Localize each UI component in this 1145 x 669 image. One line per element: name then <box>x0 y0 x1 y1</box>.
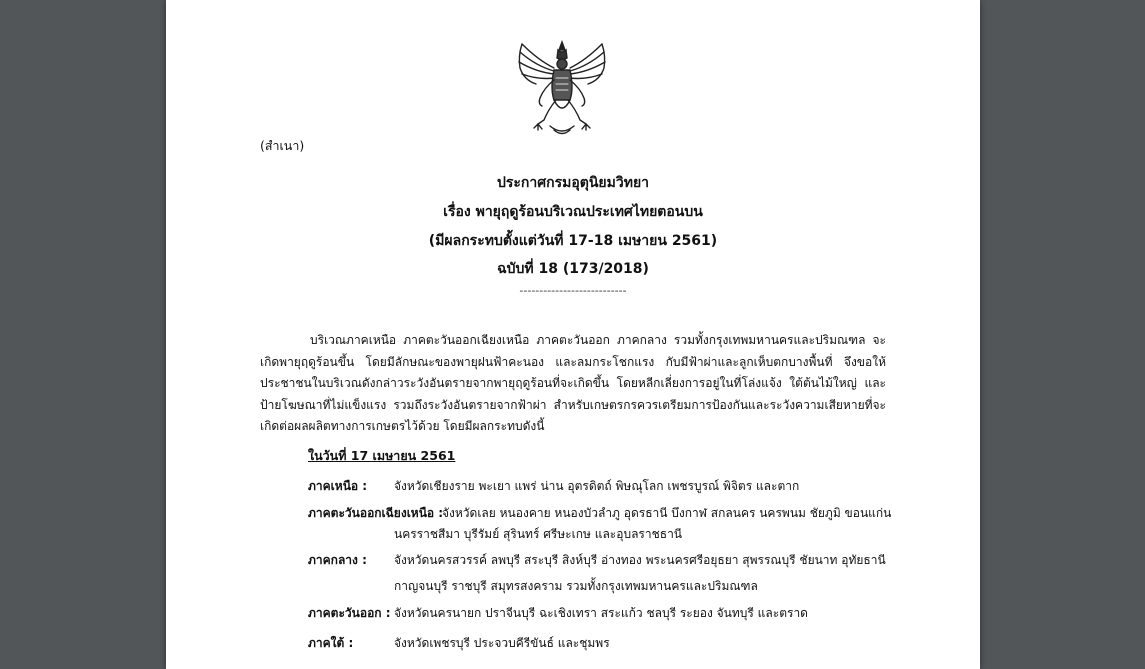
announcement-effective-dates: (มีผลกระทบตั้งแต่วันที่ 17-18 เมษายน 2561) <box>428 233 718 249</box>
region-label: ภาคตะวันออก : <box>308 606 391 620</box>
region-provinces: จังหวัดเชียงราย พะเยา แพร่ น่าน อุตรดิตถ์ พิษณุโลก เพชรบูรณ์ พิจิตร และตาก <box>394 479 800 493</box>
region-central <box>308 550 886 593</box>
region-label: ภาคตะวันออกเฉียงเหนือ : <box>308 506 444 520</box>
garuda-emblem-icon <box>514 38 610 138</box>
region-provinces: จังหวัดเลย หนองคาย หนองบัวลำภู อุดรธานี บึงกาฬ สกลนคร นครพนม ชัยภูมิ ขอนแก่น <box>442 506 892 520</box>
date-heading: ในวันที่ 17 เมษายน 2561 <box>308 448 456 463</box>
announcement-title: ประกาศกรมอุตุนิยมวิทยา <box>496 175 650 191</box>
region-northeast <box>308 503 892 541</box>
region-provinces: กาญจนบุรี ราชบุรี สมุทรสงคราม รวมทั้งกรุงเทพมหานครและปริมณฑล <box>394 579 758 593</box>
title-divider: --------------------------- <box>519 284 627 297</box>
document-page <box>166 0 980 669</box>
region-label: ภาคกลาง : <box>308 553 367 567</box>
announcement-issue-number: ฉบับที่ 18 (173/2018) <box>497 261 649 277</box>
region-provinces: จังหวัดนครสวรรค์ ลพบุรี สระบุรี สิงห์บุรี อ่างทอง พระนครศรีอยุธยา สุพรรณบุรี ชัยนาท อุทัยธานี <box>394 553 886 567</box>
region-east <box>308 603 808 625</box>
announcement-subject: เรื่อง พายุฤดูร้อนบริเวณประเทศไทยตอนบน <box>443 204 703 220</box>
intro-paragraph: บริเวณภาคเหนือ ภาคตะวันออกเฉียงเหนือ ภาคตะวันออก ภาคกลาง รวมทั้งกรุงเทพมหานครและปริมณฑล จะเกิดพายุฤดูร้อนขึ้น โดยมีลักษณะของพายุฝนฟ้าคะนอง และลมกระโชกแรง กับมีฟ้าผ่าและลูกเห็บตกบางพื้นที่ จึงขอให้ประชาชนในบริเวณดังกล่าวระวังอันตรายจากพายุฤดูร้อนที่จะเกิดขึ้น โดยหลีกเลี่ยงการอยู่ในที่โล่งแจ้ง ใต้ต้นไม้ใหญ่ และป้ายโฆษณาที่ไม่แข็งแรง รวมถึงระวังอันตรายจากฟ้าผ่า สำหรับเกษตรกรควรเตรียมการป้องกันและระวังความเสียหายที่จะเกิดต่อผลผลิตทางการเกษตรไว้ด้วย โดยมีผลกระทบดังนี้ <box>260 333 886 434</box>
region-north <box>308 476 800 498</box>
region-label: ภาคใต้ : <box>308 636 354 650</box>
region-provinces: นครราชสีมา บุรีรัมย์ สุรินทร์ ศรีษะเกษ และอุบลราชธานี <box>394 527 683 541</box>
copy-label: (สำเนา) <box>260 138 305 153</box>
region-label: ภาคเหนือ : <box>308 479 368 493</box>
region-provinces: จังหวัดเพชรบุรี ประจวบคีรีขันธ์ และชุมพร <box>394 636 610 650</box>
region-south <box>308 633 610 655</box>
region-provinces: จังหวัดนครนายก ปราจีนบุรี ฉะเชิงเทรา สระแก้ว ชลบุรี ระยอง จันทบุรี และตราด <box>394 606 808 620</box>
